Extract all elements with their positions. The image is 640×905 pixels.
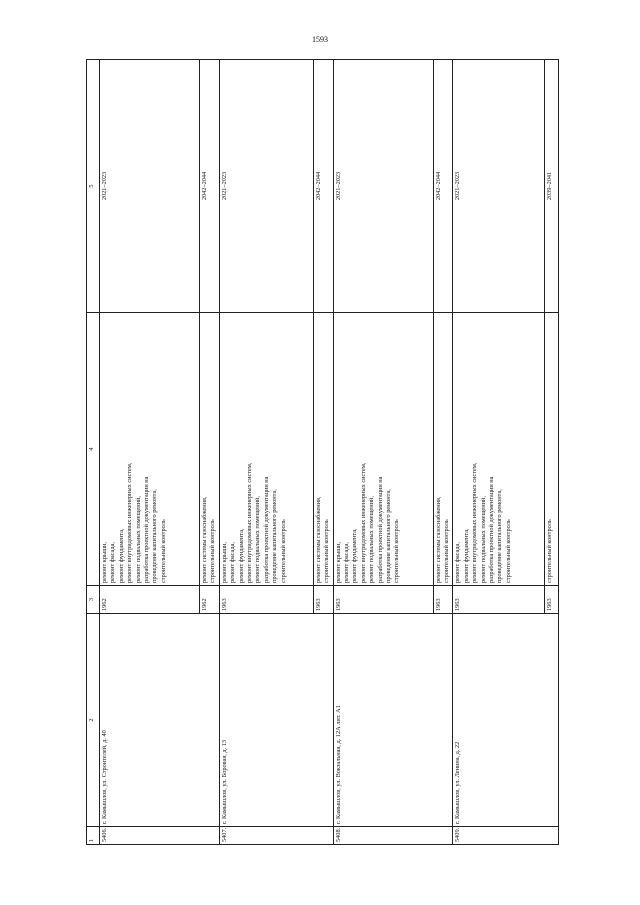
work-item: ремонт фундамента, <box>462 528 470 583</box>
work-item: строительный контроль <box>159 519 167 583</box>
work-item: ремонт фасада, <box>109 542 117 583</box>
work-item: ремонт системы газоснабжения, <box>314 496 322 583</box>
work-item: ремонт фасада, <box>454 542 462 583</box>
work-item: ремонт фундамента, <box>351 528 359 583</box>
column-number: 5 <box>87 60 100 313</box>
period-cell: 2042–2044 <box>313 60 333 313</box>
address-cell: г. Камышлов, ул. Боровая, д. 13 <box>219 614 333 827</box>
work-item: строительный контроль <box>323 519 331 583</box>
page-number: 1593 <box>312 35 328 44</box>
column-number: 1 <box>87 827 100 845</box>
works-cell <box>433 313 453 586</box>
works-cell <box>200 313 220 586</box>
year-cell: 1963 <box>545 586 559 614</box>
table-row <box>333 60 433 845</box>
column-number: 4 <box>87 313 100 586</box>
work-item: строительный контроль <box>209 519 217 583</box>
year-cell: 1963 <box>453 586 545 614</box>
work-item: ремонт системы газоснабжения, <box>201 496 208 583</box>
work-item: ремонт подвальных помещений, <box>479 496 487 583</box>
work-item: ремонт фундамента, <box>117 528 125 583</box>
address-cell: г. Камышлов, ул. Строителей, д. 40 <box>100 614 220 827</box>
work-item: ремонт подвальных помещений, <box>134 496 142 583</box>
works-cell <box>545 313 559 586</box>
work-item: строительный контроль <box>546 519 554 583</box>
work-item: ремонт системы газоснабжения, <box>434 496 442 583</box>
work-item: ремонт крыши, <box>334 541 342 583</box>
works-cell <box>333 313 433 586</box>
work-item: ремонт внутридомовых инженерных систем, <box>471 462 479 583</box>
work-item: ремонт подвальных помещений, <box>368 496 376 583</box>
work-item: проведение капитального ремонта, <box>271 489 279 583</box>
work-item: разработка проектной документации на <box>262 476 270 583</box>
works-cell <box>453 313 545 586</box>
table-row <box>100 60 200 845</box>
work-item: ремонт внутридомовых инженерных систем, <box>246 462 254 583</box>
period-cell: 2042–2044 <box>433 60 453 313</box>
column-number: 2 <box>87 614 100 827</box>
column-number-row <box>87 60 100 845</box>
work-item: проведение капитального ремонта, <box>496 489 504 583</box>
year-cell: 1963 <box>313 586 333 614</box>
work-item: ремонт внутридомовых инженерных систем, <box>359 462 367 583</box>
work-item: разработка проектной документации на <box>143 476 151 583</box>
period-cell: 2021–2023 <box>453 60 545 313</box>
work-item: разработка проектной документации на <box>488 476 496 583</box>
entry-number: 5408. <box>333 827 453 845</box>
column-number: 3 <box>87 586 100 614</box>
period-cell: 2021–2023 <box>100 60 200 313</box>
year-cell: 1962 <box>200 586 220 614</box>
table-row <box>219 60 313 845</box>
works-cell <box>313 313 333 586</box>
work-item: строительный контроль <box>279 519 287 583</box>
year-cell: 1963 <box>433 586 453 614</box>
work-item: ремонт подвальных помещений, <box>254 496 262 583</box>
work-item: ремонт фундамента, <box>237 528 245 583</box>
year-cell: 1962 <box>100 586 200 614</box>
work-item: строительный контроль <box>504 519 512 583</box>
work-item: ремонт крыши, <box>101 541 108 583</box>
entry-number: 5407. <box>219 827 333 845</box>
work-item: ремонт внутридомовых инженерных систем, <box>126 462 134 583</box>
year-cell: 1963 <box>219 586 313 614</box>
work-item: разработка проектной документации на <box>376 476 384 583</box>
table-row <box>453 60 545 845</box>
rotated-table-wrapper <box>86 85 586 845</box>
works-cell <box>219 313 313 586</box>
entry-number: 5409. <box>453 827 559 845</box>
period-cell: 2039–2041 <box>545 60 559 313</box>
work-item: проведение капитального ремонта, <box>151 489 159 583</box>
work-item: строительный контроль <box>393 519 401 583</box>
period-cell: 2042–2044 <box>200 60 220 313</box>
work-item: ремонт фасада, <box>343 542 351 583</box>
period-cell: 2021–2023 <box>333 60 433 313</box>
address-cell: г. Камышлов, ул. Вокзальная, д. 12А лит. А1 <box>333 614 453 827</box>
work-item: строительный контроль <box>443 519 451 583</box>
year-cell: 1963 <box>333 586 433 614</box>
entry-number: 5406. <box>100 827 220 845</box>
work-item: ремонт крыши, <box>220 541 228 583</box>
address-cell: г. Камышлов, ул. Ленина, д. 22 <box>453 614 559 827</box>
repair-schedule-table <box>86 59 559 845</box>
period-cell: 2021–2023 <box>219 60 313 313</box>
work-item: проведение капитального ремонта, <box>385 489 393 583</box>
works-cell <box>100 313 200 586</box>
work-item: ремонт фасада, <box>229 542 237 583</box>
